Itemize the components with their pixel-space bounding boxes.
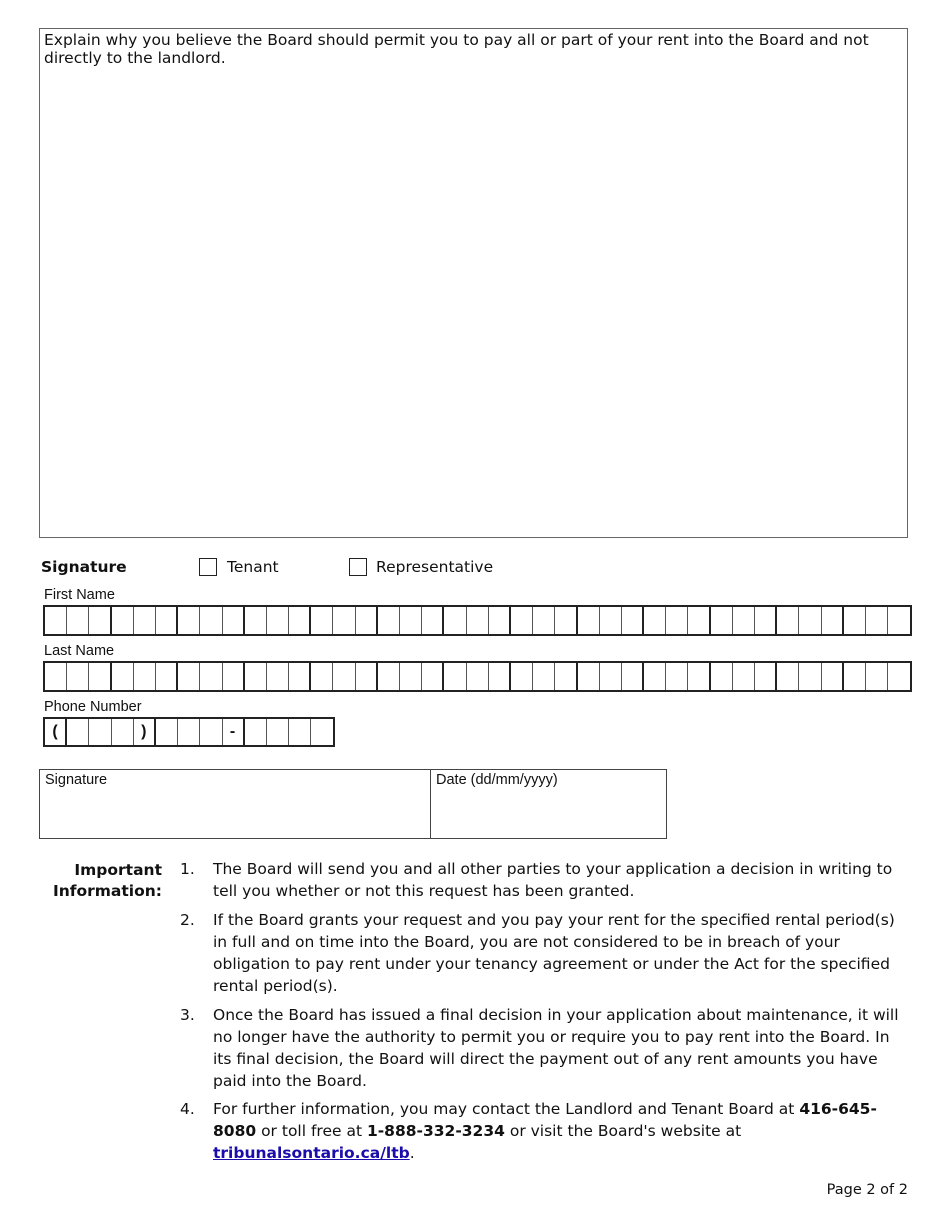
character-cell[interactable]: [45, 663, 67, 690]
phone-close-paren: ): [134, 719, 156, 745]
character-cell[interactable]: [311, 607, 333, 634]
character-cell[interactable]: [400, 607, 422, 634]
character-cell[interactable]: [223, 607, 245, 634]
signature-heading: Signature: [41, 558, 127, 576]
character-cell[interactable]: [777, 663, 799, 690]
character-cell[interactable]: [289, 663, 311, 690]
last-name-label: Last Name: [44, 643, 115, 659]
character-cell[interactable]: [711, 607, 733, 634]
important-heading-line1: Important: [74, 861, 162, 879]
character-cell[interactable]: [533, 663, 555, 690]
character-cell[interactable]: [200, 607, 222, 634]
date-field[interactable]: [430, 769, 667, 839]
info-item-number: 2.: [180, 911, 195, 929]
info-text-fragment: or toll free at: [261, 1122, 363, 1140]
info-text-fragment: or visit the Board's website at: [509, 1122, 742, 1140]
character-cell[interactable]: [223, 663, 245, 690]
character-cell[interactable]: [489, 607, 511, 634]
info-item: [180, 1098, 900, 1164]
character-cell[interactable]: [822, 607, 844, 634]
date-field-label: Date (dd/mm/yyyy): [436, 772, 558, 788]
character-cell[interactable]: [378, 607, 400, 634]
phone-digit-cell[interactable]: [311, 719, 333, 745]
character-cell[interactable]: [67, 607, 89, 634]
info-item-text: Once the Board has issued a final decision in your application about maintenance, it will no longer have the authority to permit you or require you to pay rent into the Board. In its final decision, the Board will direct the payment out of any rent amounts you have paid into the Board.: [213, 1006, 899, 1090]
representative-checkbox[interactable]: [349, 558, 367, 576]
character-cell[interactable]: [156, 663, 178, 690]
character-cell[interactable]: [755, 607, 777, 634]
character-cell[interactable]: [888, 663, 910, 690]
character-cell[interactable]: [67, 663, 89, 690]
info-text-fragment: .: [409, 1144, 415, 1162]
explanation-prompt: Explain why you believe the Board should permit you to pay all or part of your rent into the Board and not directly to the landlord.: [44, 31, 869, 67]
character-cell[interactable]: [733, 607, 755, 634]
character-cell[interactable]: [578, 607, 600, 634]
character-cell[interactable]: [467, 607, 489, 634]
character-cell[interactable]: [422, 607, 444, 634]
character-cell[interactable]: [378, 663, 400, 690]
phone-digit-cell[interactable]: [267, 719, 289, 745]
representative-label: Representative: [376, 558, 494, 576]
character-cell[interactable]: [245, 663, 267, 690]
character-cell[interactable]: [555, 607, 577, 634]
character-cell[interactable]: [444, 607, 466, 634]
character-cell[interactable]: [356, 663, 378, 690]
character-cell[interactable]: [844, 663, 866, 690]
character-cell[interactable]: [688, 607, 710, 634]
phone-digit-cell[interactable]: [200, 719, 222, 745]
character-cell[interactable]: [600, 607, 622, 634]
character-cell[interactable]: [622, 607, 644, 634]
character-cell[interactable]: [178, 663, 200, 690]
important-information-heading: [40, 860, 162, 902]
character-cell[interactable]: [444, 663, 466, 690]
character-cell[interactable]: [267, 607, 289, 634]
character-cell[interactable]: [45, 607, 67, 634]
character-cell[interactable]: [666, 607, 688, 634]
character-cell[interactable]: [333, 663, 355, 690]
character-cell[interactable]: [178, 607, 200, 634]
signature-field-label: Signature: [45, 772, 108, 788]
phone-digit-cell[interactable]: [67, 719, 89, 745]
character-cell[interactable]: [511, 663, 533, 690]
board-website-link[interactable]: tribunalsontario.ca/ltb: [213, 1144, 410, 1162]
info-item-number: 3.: [180, 1006, 195, 1024]
phone-open-paren: (: [45, 719, 67, 745]
phone-digit-cell[interactable]: [289, 719, 311, 745]
character-cell[interactable]: [289, 607, 311, 634]
character-cell[interactable]: [112, 663, 134, 690]
character-cell[interactable]: [311, 663, 333, 690]
phone-number-label: Phone Number: [44, 699, 142, 715]
toll-free-phone-number: 1-888-332-3234: [366, 1122, 505, 1140]
phone-digit-cell[interactable]: [178, 719, 200, 745]
character-cell[interactable]: [245, 607, 267, 634]
character-cell[interactable]: [400, 663, 422, 690]
character-cell[interactable]: [844, 607, 866, 634]
character-cell[interactable]: [822, 663, 844, 690]
first-name-label: First Name: [44, 587, 115, 603]
character-cell[interactable]: [112, 607, 134, 634]
character-cell[interactable]: [467, 663, 489, 690]
phone-digit-cell[interactable]: [156, 719, 178, 745]
local-phone-number: 416-645-8080: [213, 1100, 877, 1140]
info-item-text: [213, 1098, 900, 1164]
info-item-number: 4.: [180, 1100, 195, 1118]
character-cell[interactable]: [555, 663, 577, 690]
character-cell[interactable]: [777, 607, 799, 634]
last-name-input[interactable]: [43, 661, 912, 692]
character-cell[interactable]: [422, 663, 444, 690]
info-item: [180, 858, 900, 902]
page-number: Page 2 of 2: [826, 1182, 908, 1198]
explanation-textarea[interactable]: [39, 28, 908, 538]
character-cell[interactable]: [356, 607, 378, 634]
character-cell[interactable]: [644, 607, 666, 634]
important-heading-line2: Information:: [52, 882, 162, 900]
phone-digit-cell[interactable]: [89, 719, 111, 745]
character-cell[interactable]: [799, 607, 821, 634]
character-cell[interactable]: [489, 663, 511, 690]
character-cell[interactable]: [799, 663, 821, 690]
phone-dash: -: [223, 719, 245, 745]
character-cell[interactable]: [888, 607, 910, 634]
info-item-text: The Board will send you and all other parties to your application a decision in writing to tell you whether or not this request has been granted.: [213, 860, 893, 900]
phone-digit-cell[interactable]: [112, 719, 134, 745]
info-item: [180, 1004, 900, 1092]
character-cell[interactable]: [644, 663, 666, 690]
phone-number-input[interactable]: [43, 717, 335, 747]
info-item: [180, 909, 900, 997]
tenant-label: Tenant: [227, 558, 279, 576]
character-cell[interactable]: [134, 607, 156, 634]
character-cell[interactable]: [511, 607, 533, 634]
character-cell[interactable]: [622, 663, 644, 690]
character-cell[interactable]: [755, 663, 777, 690]
character-cell[interactable]: [533, 607, 555, 634]
character-cell[interactable]: [688, 663, 710, 690]
info-item-number: 1.: [180, 860, 195, 878]
character-cell[interactable]: [200, 663, 222, 690]
character-cell[interactable]: [866, 607, 888, 634]
tenant-checkbox[interactable]: [199, 558, 217, 576]
info-text-fragment: For further information, you may contact the Landlord and Tenant Board at: [213, 1100, 795, 1118]
info-item-text: If the Board grants your request and you pay your rent for the specified rental period(s) in full and on time into the Board, you are not considered to be in breach of your obligation to pay rent under your tenancy agreement or under the Act for the specified rental period(s).: [213, 911, 895, 995]
character-cell[interactable]: [89, 663, 111, 690]
phone-digit-cell[interactable]: [245, 719, 267, 745]
signature-field[interactable]: [39, 769, 431, 839]
character-cell[interactable]: [134, 663, 156, 690]
character-cell[interactable]: [267, 663, 289, 690]
character-cell[interactable]: [666, 663, 688, 690]
character-cell[interactable]: [866, 663, 888, 690]
character-cell[interactable]: [711, 663, 733, 690]
character-cell[interactable]: [89, 607, 111, 634]
character-cell[interactable]: [600, 663, 622, 690]
character-cell[interactable]: [733, 663, 755, 690]
character-cell[interactable]: [578, 663, 600, 690]
character-cell[interactable]: [156, 607, 178, 634]
first-name-input[interactable]: [43, 605, 912, 636]
character-cell[interactable]: [333, 607, 355, 634]
